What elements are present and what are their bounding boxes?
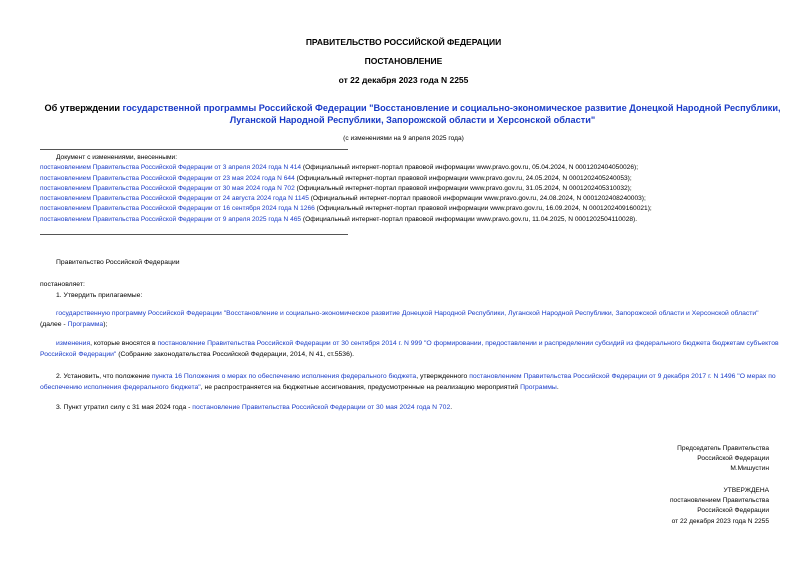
paragraph-2-text: [40, 372, 780, 393]
history-item-link[interactable]: постановлением Правительства Российской Федерации от 9 апреля 2025 года N 465: [40, 215, 302, 223]
history-item: [40, 163, 800, 173]
history-item: [40, 174, 800, 184]
paragraph-1a-mid: (далее -: [40, 320, 68, 328]
bottom-divider: [40, 234, 348, 235]
history-item-link[interactable]: постановлением Правительства Российской Федерации от 16 сентября 2024 года N 1266: [40, 205, 315, 213]
history-item-link[interactable]: постановлением Правительства Российской Федерации от 3 апреля 2024 года N 414: [40, 164, 302, 172]
history-item-link[interactable]: постановлением Правительства Российской Федерации от 24 августа 2024 года N 1145: [40, 195, 309, 203]
paragraph-3: [40, 403, 780, 414]
paragraph-2-start: 2. Установить, что положение: [56, 373, 152, 380]
paragraph-3-end: .: [450, 404, 453, 411]
amendment-history: [40, 153, 800, 225]
paragraph-1b: [40, 339, 780, 360]
history-intro: Документ с изменениями, внесенными:: [56, 154, 178, 161]
history-item-link[interactable]: постановлением Правительства Российской Федерации от 30 мая 2024 года N 702: [40, 184, 295, 192]
clause-16-link[interactable]: пункта 16 Положения о мерах по обеспечению исполнения федерального бюджета: [151, 373, 417, 380]
paragraph-2-mid2: , не распространяется на бюджетные ассигнования, предусмотренные на реализацию мероприятий: [200, 383, 521, 391]
paragraph-2: [40, 372, 780, 393]
approval-line-3: Российской Федерации: [697, 507, 769, 515]
paragraph-2-mid: , утвержденного: [416, 373, 470, 380]
body-government: [40, 258, 780, 269]
paragraph-1b-end: (Собрание законодательства Российской Федерации, 2014, N 41, ст.5536).: [116, 350, 354, 358]
title-prefix: Об утверждении: [44, 103, 123, 113]
program-link[interactable]: государственную программу Российской Федерации "Восстановление и социально-экономическое развитие Донецкой Народной Республики, Луганской Народной Республики, Запорожской области и Херсонской области": [56, 310, 759, 317]
signature-block: [509, 444, 769, 475]
approval-block: [509, 486, 769, 527]
document-title: [40, 103, 785, 126]
government-heading: ПРАВИТЕЛЬСТВО РОССИЙСКОЙ ФЕДЕРАЦИИ: [305, 37, 502, 47]
history-item: [40, 194, 800, 204]
title-program-link[interactable]: государственной программы Российской Федерации "Восстановление и социально-экономическое развитие Донецкой Народной Республики, Луганской Народной Республики, Запорожской области и Херсонской области": [122, 103, 781, 125]
government-paragraph: Правительство Российской Федерации: [56, 259, 180, 266]
signature-name: М.Мишустин: [730, 465, 769, 473]
history-item: [40, 215, 800, 225]
history-item-details: (Официальный интернет-портал правовой информации www.pravo.gov.ru, 16.09.2024, N 0001202409160021);: [314, 205, 652, 213]
history-item-link[interactable]: постановлением Правительства Российской Федерации от 23 мая 2024 года N 644: [40, 174, 295, 182]
history-item: [40, 204, 800, 214]
history-item-details: (Официальный интернет-портал правовой информации www.pravo.gov.ru, 24.05.2024, N 0001202405240053);: [294, 174, 632, 182]
revision-note: (с изменениями на 9 апреля 2025 года): [343, 135, 464, 142]
paragraph-1b-text: [40, 339, 780, 360]
body-resolves: постановляет:: [40, 281, 85, 288]
document-type: ПОСТАНОВЛЕНИЕ: [364, 56, 443, 66]
signature-country: Российской Федерации: [697, 455, 769, 463]
changes-link[interactable]: изменения: [56, 340, 91, 347]
paragraph-1: [40, 291, 780, 302]
approval-line-2: постановлением Правительства: [669, 497, 769, 505]
approval-date-number: от 22 декабря 2023 года N 2255: [671, 517, 769, 525]
paragraph-1a-end: );: [103, 320, 108, 328]
paragraph-1-text: 1. Утвердить прилагаемые:: [56, 292, 143, 299]
resolution-999-link[interactable]: постановление Правительства Российской Федерации от 30 сентября 2014 г. N 999 "О формировании, предоставлении и распределении субсидий из федерального бюджета бюджетам субъектов Российской Федерации": [40, 340, 779, 358]
history-item-details: (Официальный интернет-портал правовой информации www.pravo.gov.ru, 24.08.2024, N 0001202408240003);: [308, 195, 646, 203]
document-date-number: от 22 декабря 2023 года N 2255: [338, 75, 469, 85]
history-item: [40, 184, 800, 194]
resolution-702-link[interactable]: постановление Правительства Российской Федерации от 30 мая 2024 года N 702: [192, 404, 451, 411]
resolution-1496-link[interactable]: постановлением Правительства Российской Федерации от 9 декабря 2017 г. N 1496 "О мерах по обеспечению исполнения федерального бюджета": [40, 373, 776, 391]
history-item-details: (Официальный интернет-портал правовой информации www.pravo.gov.ru, 11.04.2025, N 0001202504110028).: [301, 215, 638, 223]
program-short-link[interactable]: Программа: [67, 320, 104, 328]
top-divider: [40, 149, 348, 150]
history-item-details: (Официальный интернет-портал правовой информации www.pravo.gov.ru, 05.04.2024, N 0001202404050026);: [301, 164, 639, 172]
program-ref-link[interactable]: Программы: [520, 383, 557, 391]
paragraph-1a-text: [40, 309, 780, 330]
paragraph-3-text: [40, 403, 780, 414]
paragraph-3-start: 3. Пункт утратил силу с 31 мая 2024 года -: [56, 404, 193, 411]
approval-heading: УТВЕРЖДЕНА: [723, 487, 769, 494]
history-item-details: (Официальный интернет-портал правовой информации www.pravo.gov.ru, 31.05.2024, N 0001202405310032);: [294, 184, 632, 192]
paragraph-1b-mid: , которые вносятся в: [90, 340, 158, 347]
paragraph-1a: [40, 309, 780, 330]
signature-position: Председатель Правительства: [677, 445, 769, 452]
paragraph-2-end: .: [556, 383, 559, 391]
